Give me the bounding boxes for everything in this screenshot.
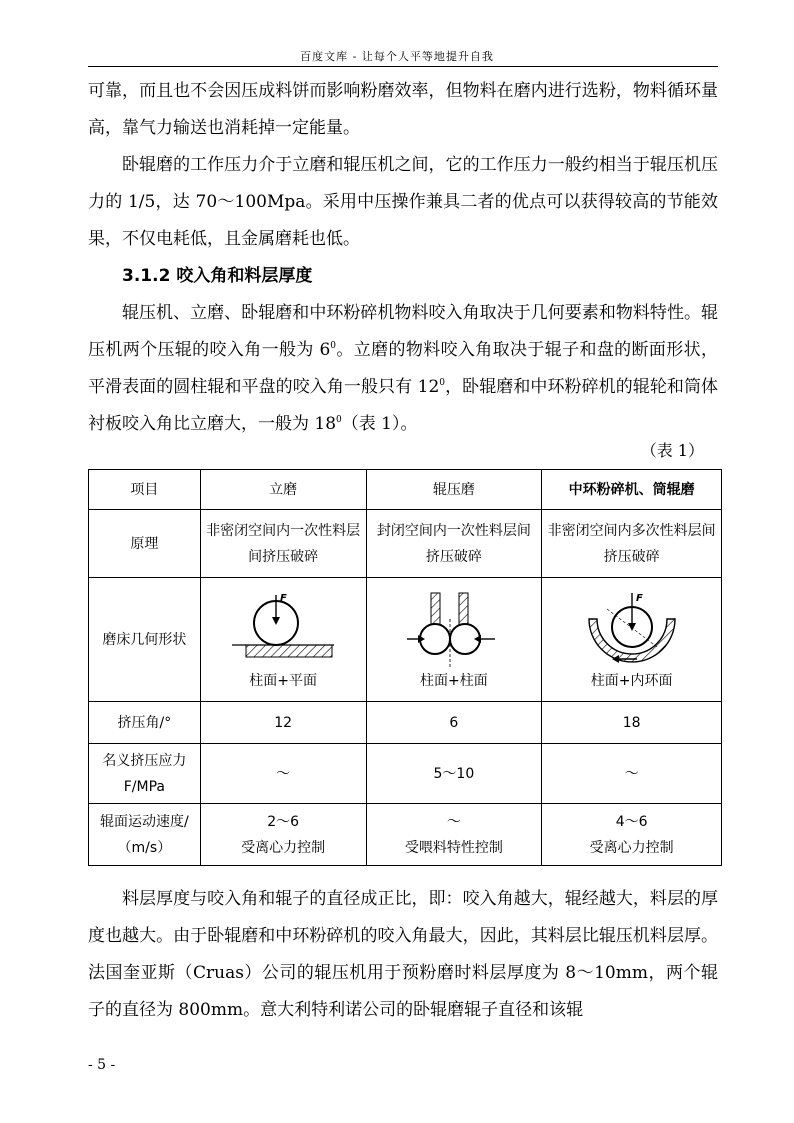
cylinder-plane-diagram [228,589,338,669]
table-row-speed [89,804,722,866]
force-label: F [635,592,643,604]
table-cell: 非密闭空间内一次性料层间挤压破碎 [200,510,366,578]
p3-part1: 辊压机、立磨、卧辊磨和中环粉碎机物料咬入角取决于几何要素和物料特性。辊压机两个压辊的咬入角一般为 6 [88,303,718,360]
table-cell: 非密闭空间内多次性料层间挤压破碎 [542,510,722,578]
p3-part2: 。立磨的物料咬入角取决于辊子和盘的断面形状，平滑表面的圆柱辊和平盘的咬入角一般只有 12 [88,340,718,397]
geometry-cell-cylinder-ring [542,578,722,702]
section-heading: 3.1.2 咬入角和料层厚度 [122,266,313,286]
page-header: 百度文库 - 让每个人平等地提升自我 [300,50,494,63]
header-cell: 项目 [89,470,201,510]
table-cell: 5～10 [366,744,542,804]
row-label: 磨床几何形状 [89,578,201,702]
speed-value: 4～6 [615,813,648,830]
degree-mark-2: 0 [439,378,446,388]
paragraph-1: 可靠，而且也不会因压成料饼而影响粉磨效率，但物料在磨内进行选粉，物料循环量高，靠气力输送也消耗掉一定能量。 [88,81,718,138]
row-label: 挤压角/° [89,702,201,744]
header-cell: 中环粉碎机、筒辊磨 [542,470,722,510]
row-label: 原理 [89,510,201,578]
geometry-cell-cylinder-cylinder [366,578,542,702]
table-cell: 12 [200,702,366,744]
degree-mark-1: 0 [330,341,337,351]
p3-part3: ，卧辊磨和中环粉碎机的辊轮和筒体衬板咬入角比立磨大，一般为 18 [88,377,719,434]
paragraph-4: 料层厚度与咬入角和辊子的直径成正比，即：咬入角越大，辊经越大，料层的厚度也越大。由于卧辊磨和中环粉碎机的咬入角最大，因此，其料层比辊压机料层厚。法国奎亚斯（Cruas）公司的辊压机用于预粉磨时料层厚度为 8～10mm，两个辊子的直径为 800mm。意大利特利诺公司的卧辊磨辊子直径和该辊 [88,889,718,1020]
geometry-cell-cylinder-plane [200,578,366,702]
p3-part4: （表 1）。 [341,414,418,434]
table-caption: （表 1） [640,441,704,460]
header-cell: 立磨 [200,470,366,510]
degree-mark-3: 0 [336,415,342,425]
table-cell [200,804,366,866]
body-top [88,73,718,443]
table-row-geometry [89,578,722,702]
speed-value: ～ [446,813,461,830]
cylinder-ring-diagram [577,589,687,669]
table-cell [542,804,722,866]
table-row-stress [89,744,722,804]
paragraph-3 [88,295,718,443]
force-label: F [280,592,287,604]
body-bottom [88,881,718,1029]
table-cell: ～ [200,744,366,804]
table-row-angle [89,702,722,744]
page-number: - 5 - [88,1057,116,1073]
speed-value: 2～6 [267,813,300,830]
geometry-caption: 柱面+柱面 [420,672,488,689]
table-cell: 18 [542,702,722,744]
table-row-principle [89,510,722,578]
speed-note: 受离心力控制 [589,839,674,856]
table-header-row [89,470,722,510]
table-cell: ～ [542,744,722,804]
row-label: 名义挤压应力 F/MPa [89,744,201,804]
header-rule [88,66,718,67]
speed-note: 受喂料特性控制 [404,839,503,856]
speed-note: 受离心力控制 [241,839,326,856]
table-cell: 6 [366,702,542,744]
table-cell: 封闭空间内一次性料层间挤压破碎 [366,510,542,578]
geometry-caption: 柱面+内环面 [590,672,673,689]
row-label: 辊面运动速度/（m/s） [89,804,201,866]
geometry-caption: 柱面+平面 [249,672,318,689]
comparison-table [88,469,722,866]
table-cell [366,804,542,866]
cylinder-cylinder-diagram [399,589,509,669]
paragraph-2: 卧辊磨的工作压力介于立磨和辊压机之间，它的工作压力一般约相当于辊压机压力的 1/5，达 70～100Mpa。采用中压操作兼具二者的优点可以获得较高的节能效果，不仅电耗低，且金属磨耗也低。 [88,155,718,249]
header-cell: 辊压磨 [366,470,542,510]
